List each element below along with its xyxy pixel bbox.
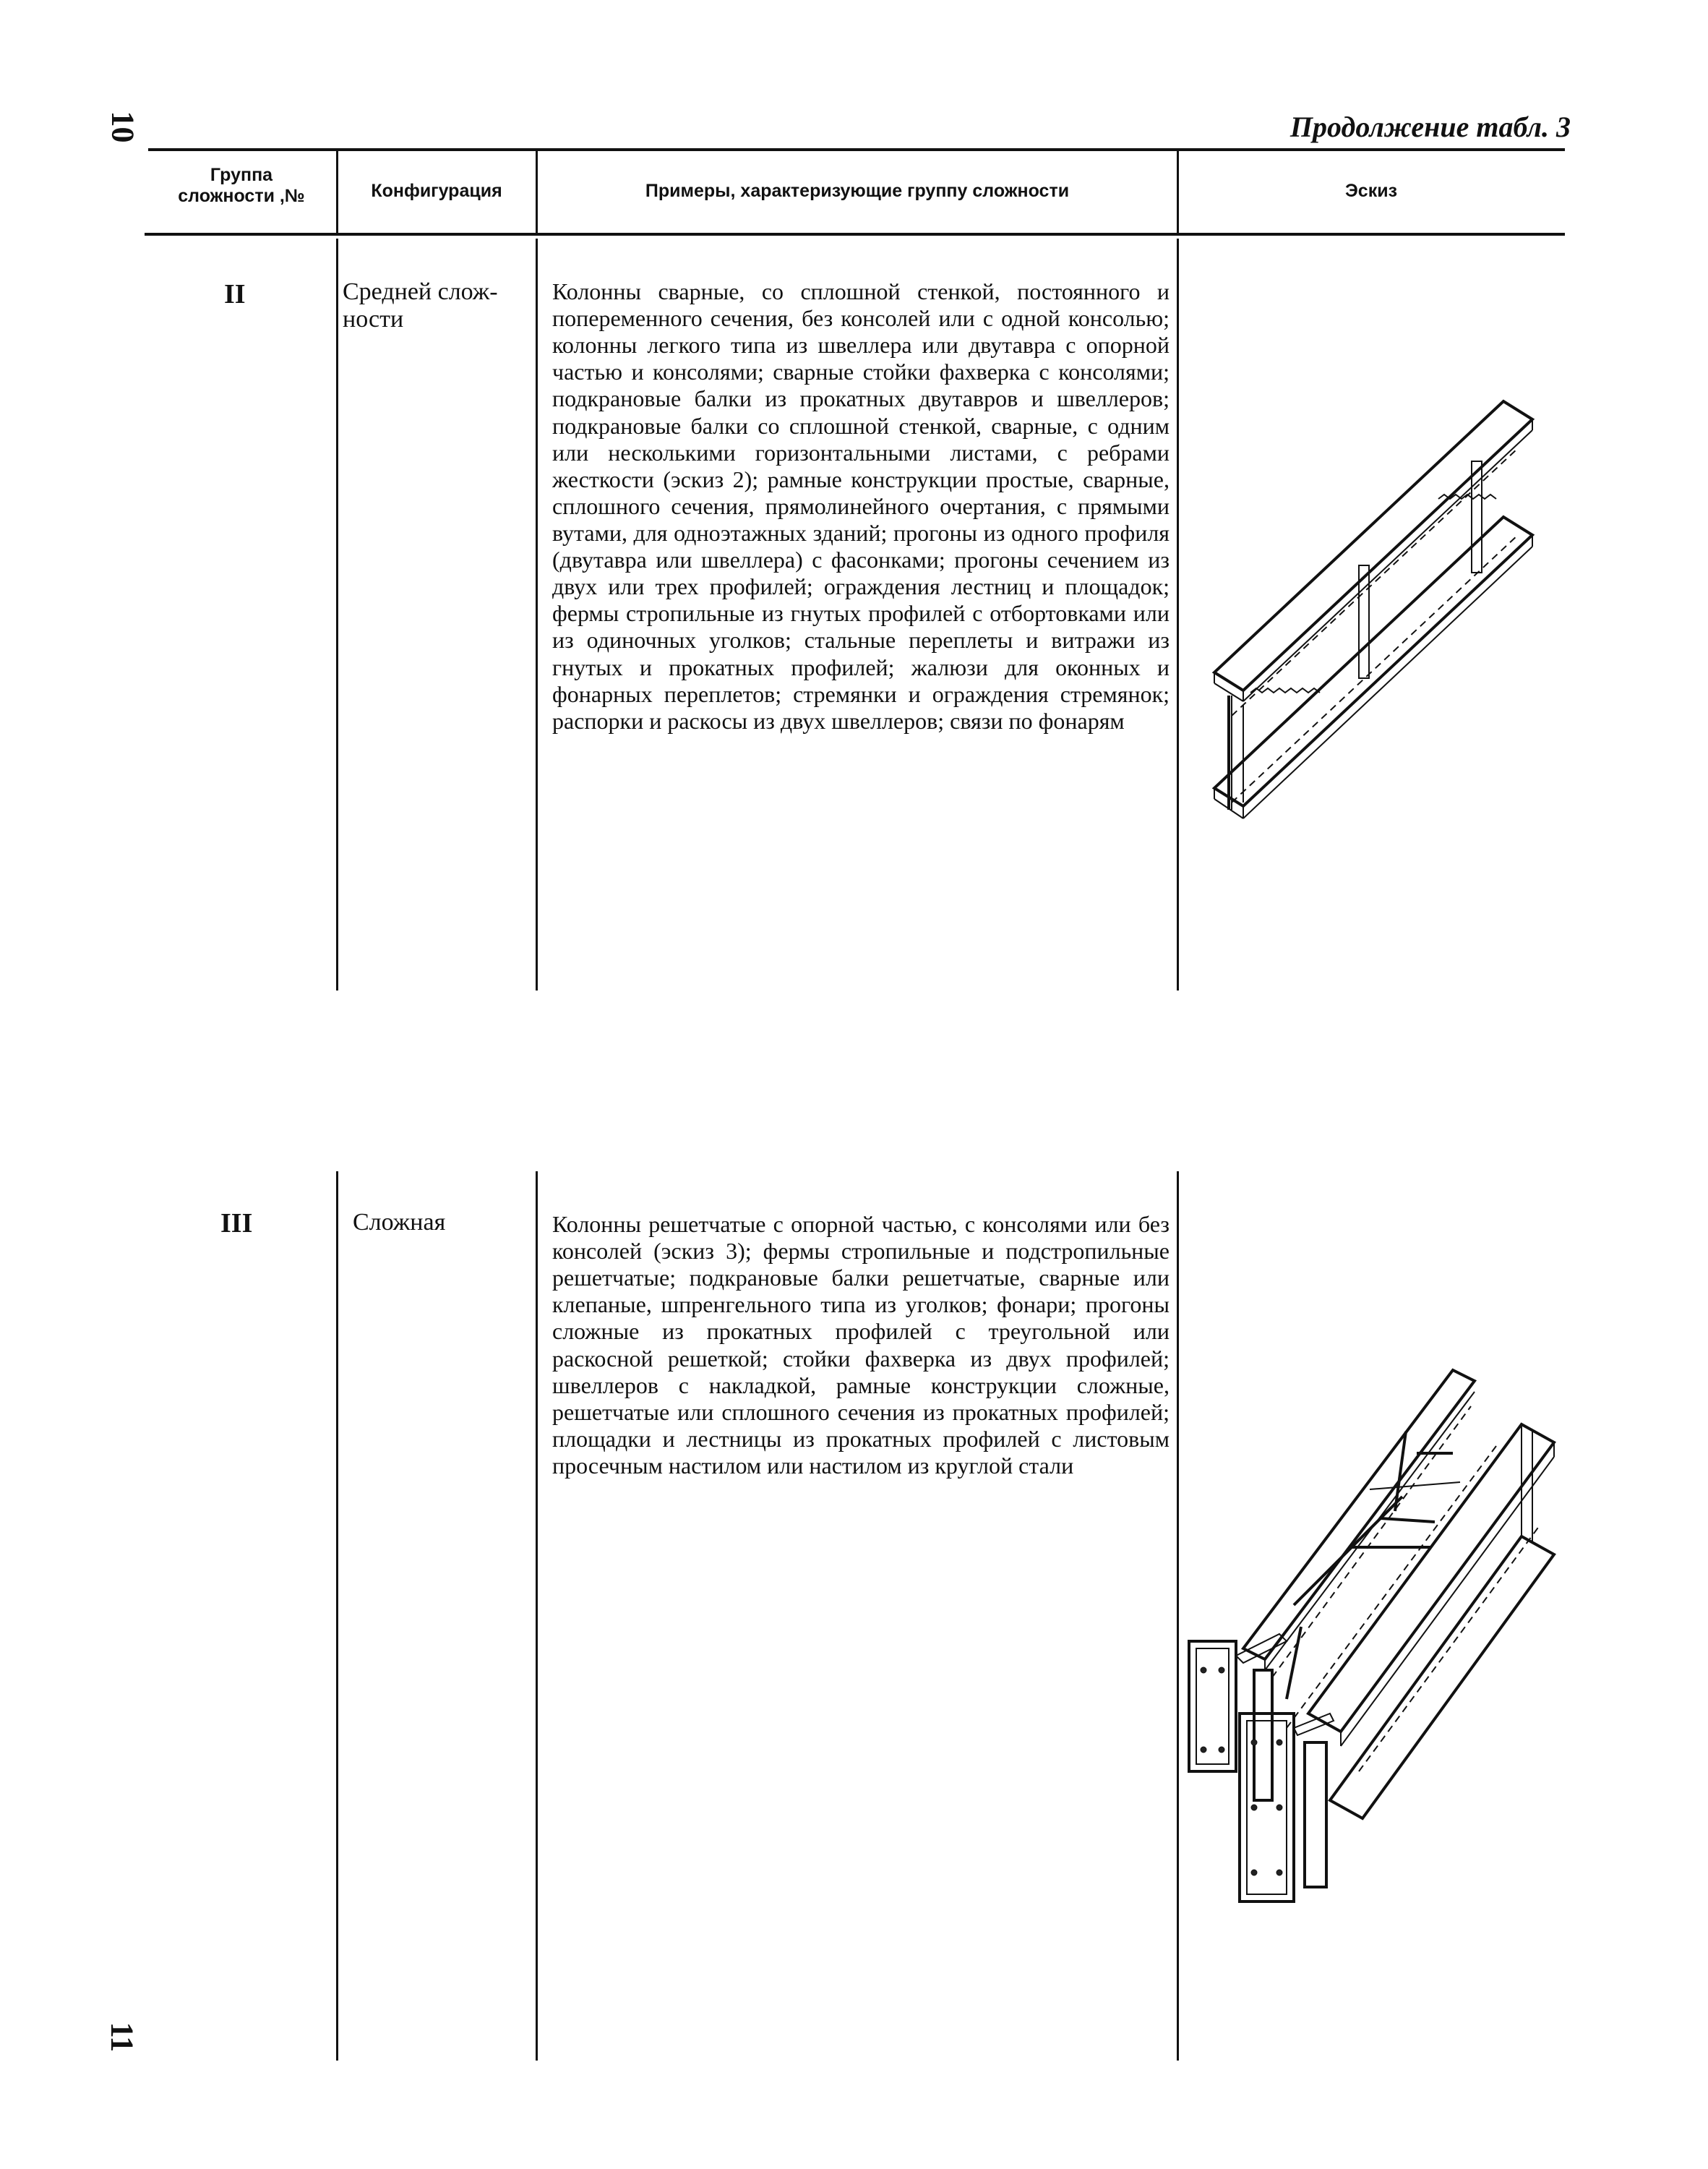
header-configuration: Конфигурация bbox=[371, 181, 502, 201]
header-bottom-rule bbox=[145, 233, 1565, 236]
page-number-bottom: 11 bbox=[104, 2022, 140, 2053]
page-number-top: 10 bbox=[105, 111, 141, 143]
header-col-sep-2 bbox=[536, 151, 538, 233]
header-group bbox=[148, 165, 335, 207]
row2-col-sep-2 bbox=[536, 239, 538, 991]
row3-group-number: III bbox=[220, 1208, 253, 1238]
row2-configuration bbox=[343, 278, 532, 333]
row2-col-sep-3 bbox=[1177, 239, 1179, 991]
header-col-sep-1 bbox=[336, 151, 338, 233]
row3-col-sep-3 bbox=[1177, 1171, 1179, 2061]
table-continuation-caption: Продолжение табл. 3 bbox=[1289, 111, 1571, 143]
lattice-column-sketch bbox=[1189, 1370, 1554, 1901]
row3-configuration: Сложная bbox=[353, 1209, 446, 1236]
header-sketch: Эскиз bbox=[1345, 181, 1397, 201]
row2-group-number: II bbox=[224, 279, 246, 309]
header-examples: Примеры, характеризующие группу сложности bbox=[645, 181, 1070, 201]
header-group-line2: сложности ,№ bbox=[178, 185, 305, 206]
row2-col-sep-1 bbox=[336, 239, 338, 991]
header-col-sep-3 bbox=[1177, 151, 1179, 233]
row3-col-sep-1 bbox=[336, 1171, 338, 2061]
row3-sketch bbox=[1185, 1366, 1561, 1916]
row2-configuration-text: Средней слож-ности bbox=[343, 278, 498, 333]
row2-examples: Колонны сварные, со сплошной стенкой, постоянного и попеременного сечения, без консолей или с одной консолью; колонны легкого типа из швеллера или двутавра с опорной частью и консолями; сварные стойки фахверка с консолями; подкрановые балки из прокатных двутавров и швеллеров; подкрановые балки со сплошной стенкой, сварные, с одним или несколькими горизонтальными листами, с ребрами жесткости (эскиз 2); рамные конструкции простые, сварные, сплошного сечения, прямолинейного очертания, с прямыми вутами, для одноэтажных зданий; прогоны из одного профиля (двутавра или швеллера) с фасонками; прогоны сечением из двух или трех профилей; ограждения лестниц и площадок; фермы стропильные из гнутых профилей с отбортовками или из одиночных уголков; стальные переплеты и витражи из гнутых и прокатных профилей; жалюзи для оконных и фонарных переплетов; стремянки и ограждения стремянок; распорки и раскосы из двух швеллеров; связи по фонарям bbox=[552, 278, 1170, 734]
header-group-line1: Группа bbox=[210, 165, 273, 185]
header-top-rule bbox=[148, 148, 1565, 151]
row2-sketch bbox=[1200, 376, 1547, 839]
row3-examples: Колонны решетчатые с опорной частью, с консолями или без консолей (эскиз 3); фермы стропильные и подстропильные решетчатые; подкрановые балки решетчатые, сварные или клепаные, шпренгельного типа из уголков; фонари; прогоны сложные из прокатных профилей с треугольной или раскосной решеткой; стойки фахверка из двух профилей; швеллеров с накладкой, рамные конструкции сложные, решетчатые или сплошного сечения из прокатных профилей; площадки и лестницы из прокатных профилей с листовым просечным настилом или настилом из круглой стали bbox=[552, 1211, 1170, 1479]
welded-i-beam-sketch bbox=[1214, 401, 1532, 818]
row3-col-sep-2 bbox=[536, 1171, 538, 2061]
